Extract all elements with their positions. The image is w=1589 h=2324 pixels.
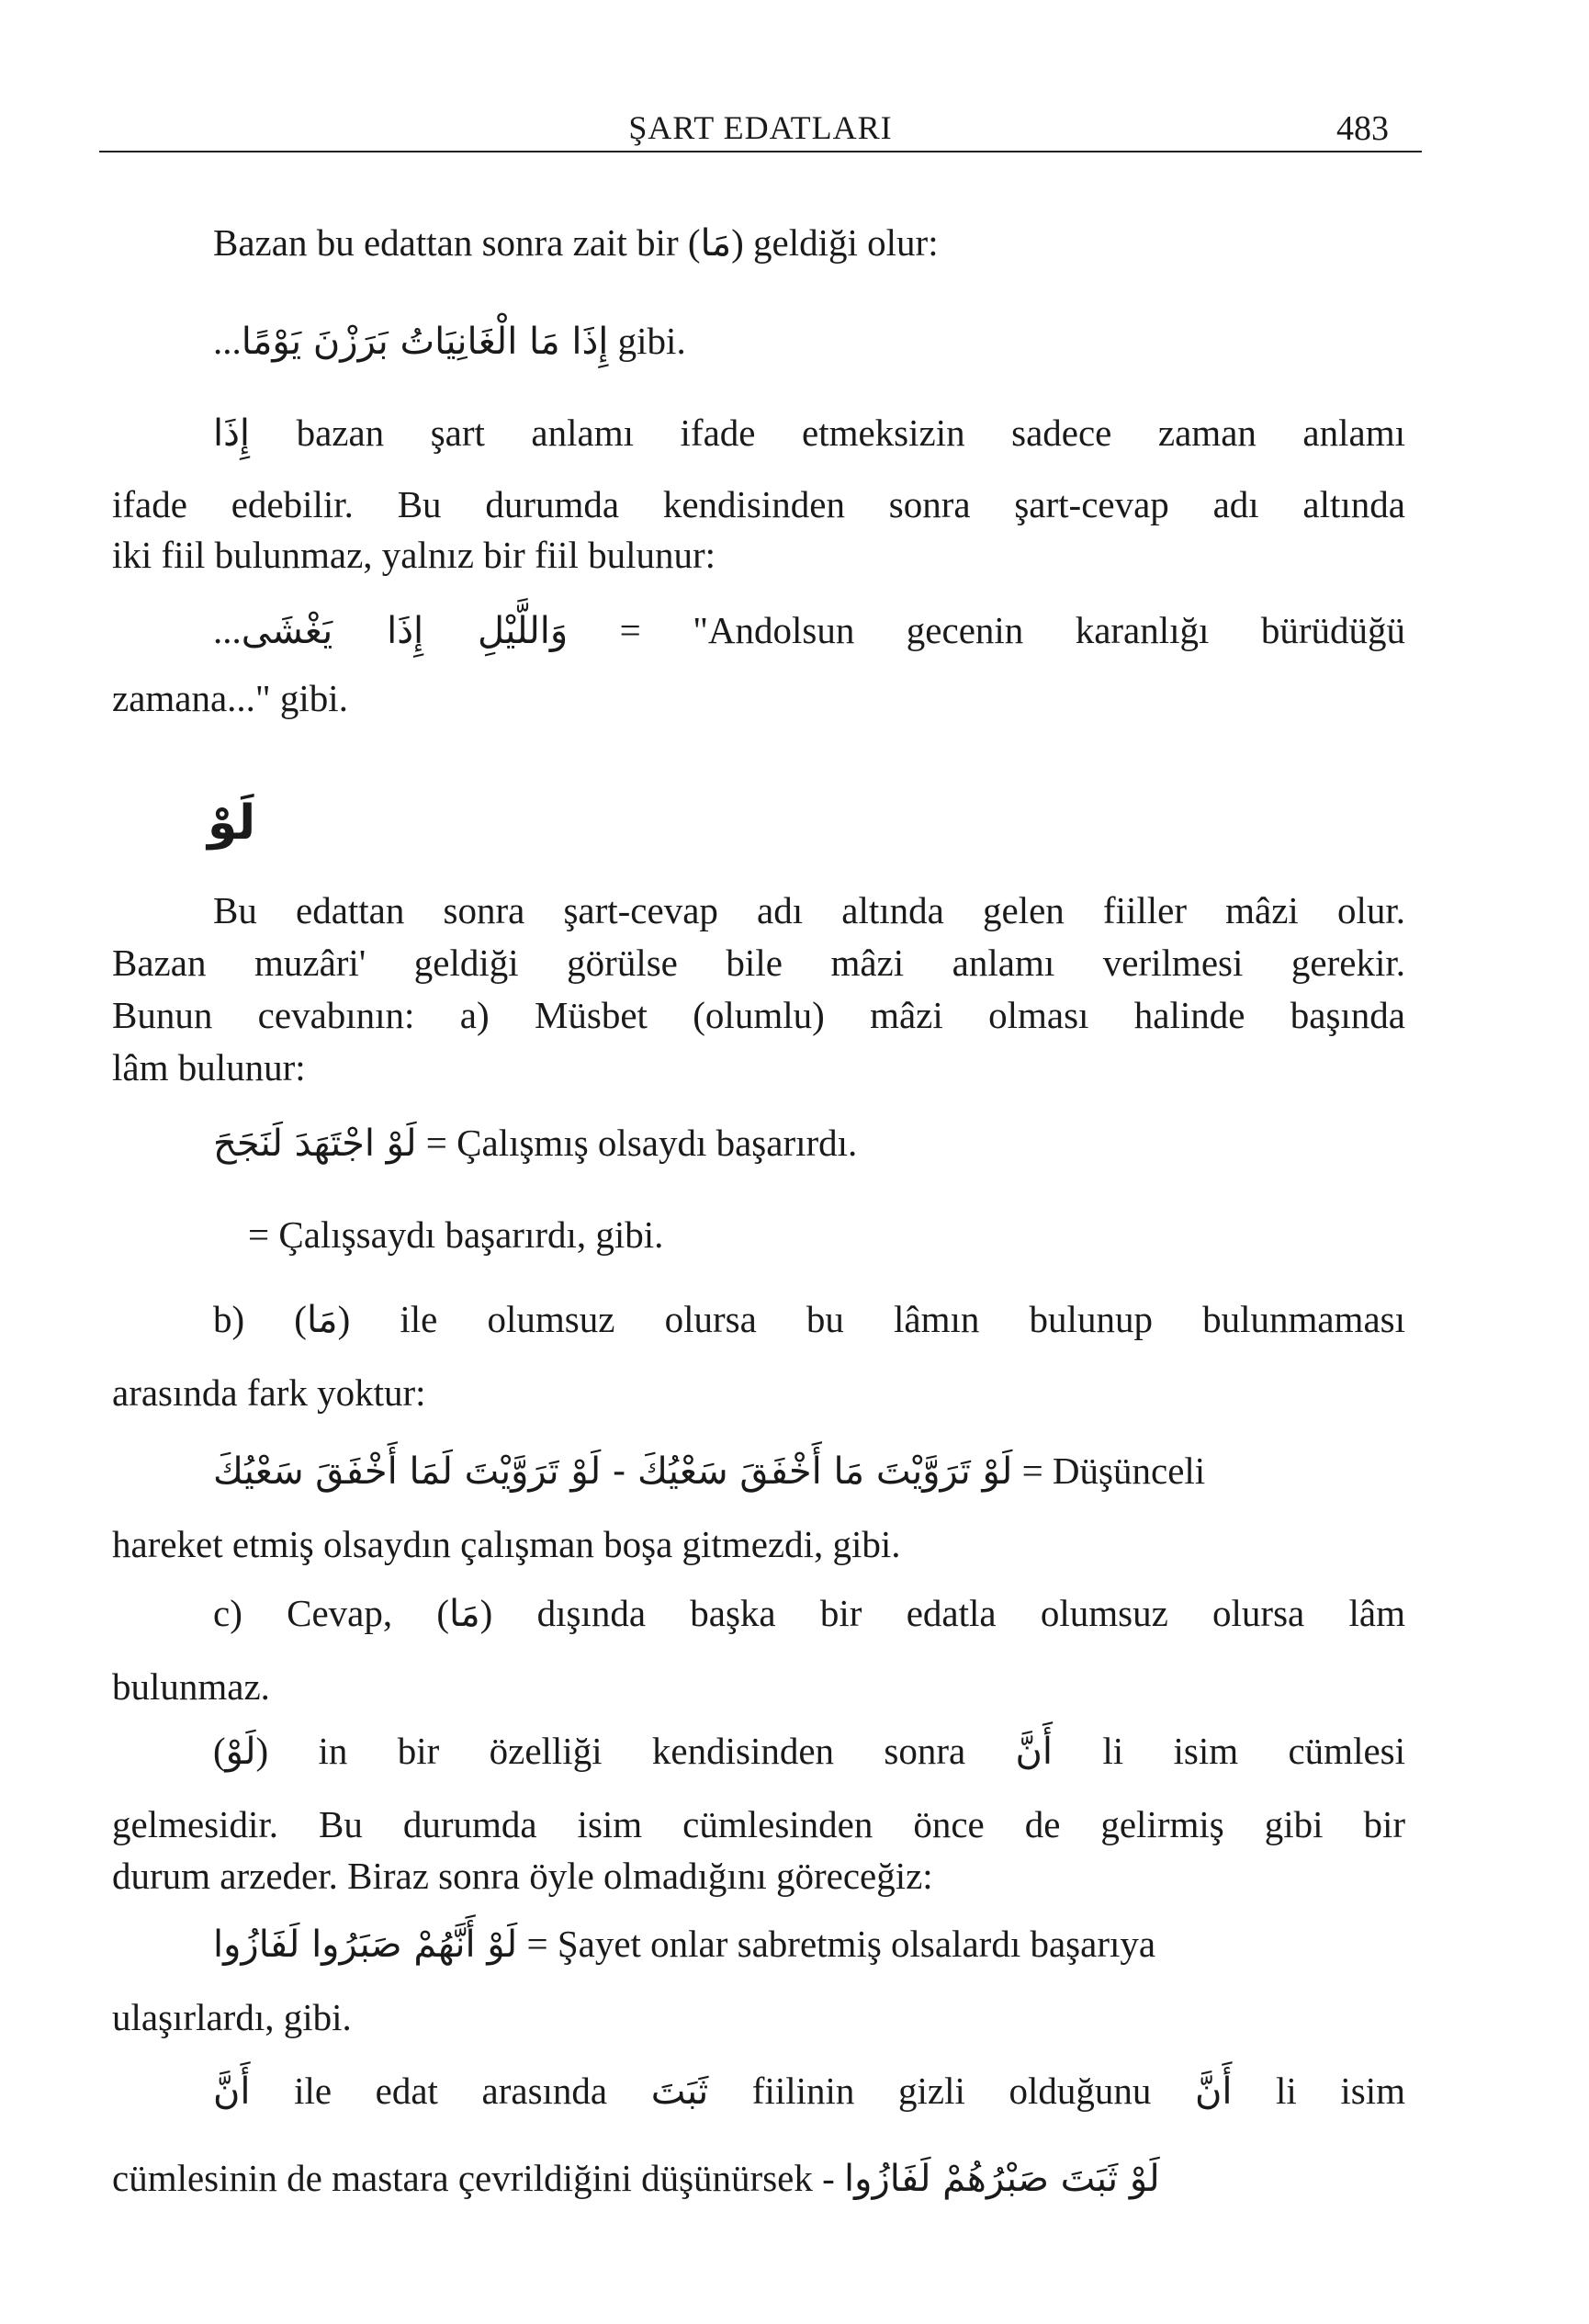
arabic-example: لَوْ اجْتَهَدَ لَنَجَحَ (213, 1123, 417, 1165)
arabic-example: لَوْ ثَبَتَ صَبْرُهُمْ لَفَازُوا (844, 2158, 1160, 2200)
arabic-word: مَا (700, 222, 732, 265)
text: ile edat arasında (294, 2070, 608, 2112)
arabic-word: أَنَّ (213, 2070, 251, 2113)
arabic-word: لَوْ (225, 1731, 256, 1773)
text: cümlesinin de mastara çevrildiğini düşünürsek - (112, 2157, 845, 2199)
arabic-verse: وَاللَّيْلِ إِذَا يَغْشَى (241, 610, 569, 652)
quote-line (213, 606, 1405, 655)
arabic-word: إِذَا (213, 412, 251, 455)
paragraph-line-4: ifade edebilir. Bu durumda kendisinden sonra şart-cevap adı altında (112, 483, 1405, 525)
arabic-word: مَا (449, 1593, 480, 1635)
paragraph-line-5: iki fiil bulunmaz, yalnız bir fiil bulunur: (112, 534, 716, 576)
text: ) dışında başka bir edatla olumsuz olursa lâm (479, 1592, 1405, 1634)
section-heading (208, 795, 256, 851)
paragraph-line-9: Bazan muzâri' geldiği görülse bile mâzi anlamı verilmesi gerekir. (112, 942, 1405, 984)
text: ) ile olumsuz olursa bu lâmın bulunup bulunmaması (337, 1298, 1405, 1340)
paragraph-line-15: arasında fark yoktur: (112, 1371, 426, 1414)
text: gibi. (608, 320, 686, 362)
ellipsis: ... (213, 320, 242, 362)
equals: = (568, 609, 693, 651)
arabic-word: ثَبَتَ (650, 2070, 709, 2113)
paragraph-line-25 (213, 2067, 1405, 2115)
text: ) in bir özelliği kendisinden sonra (255, 1730, 966, 1772)
text: = Düşünceli (1012, 1450, 1206, 1492)
text: b) ( (213, 1298, 307, 1340)
text: fiilinin gizli olduğunu (751, 2070, 1152, 2112)
arabic-word: أَنَّ (1194, 2070, 1233, 2113)
example-line (213, 1119, 857, 1168)
paragraph-line-3 (213, 409, 1405, 457)
paragraph-line-7: zamana..." gibi. (112, 677, 348, 719)
text: = Çalışmış olsaydı başarırdı. (416, 1122, 858, 1164)
page-header (99, 103, 1422, 152)
page-number: 483 (1336, 109, 1389, 148)
ellipsis: ... (213, 609, 242, 651)
paragraph-line-20 (213, 1727, 1405, 1776)
paragraph-line-1 (213, 219, 939, 267)
arabic-example: لَوْ تَرَوَّيْتَ مَا أَخْفَقَ سَعْيُكَ - لَوْ تَرَوَّيْتَ لَمَا أَخْفَقَ سَعْيُكَ (213, 1450, 1013, 1493)
text: Bazan bu edattan sonra zait bir ( (213, 221, 701, 264)
text: ) geldiği olur: (731, 221, 939, 264)
paragraph-line-22: durum arzeder. Biraz sonra öyle olmadığını göreceğiz: (112, 1855, 933, 1897)
paragraph-line-26 (112, 2154, 1160, 2203)
text: li isim cümlesi (1102, 1730, 1406, 1772)
paragraph-line-18 (213, 1589, 1405, 1638)
arabic-example: لَوْ أَنَّهُمْ صَبَرُوا لَفَازُوا (213, 1924, 518, 1966)
text: c) Cevap, ( (213, 1592, 450, 1634)
paragraph-line-8: Bu edattan sonra şart-cevap adı altında gelen fiiller mâzi olur. (213, 889, 1405, 931)
text: = Şayet onlar sabretmiş olsalardı başarıya (517, 1923, 1156, 1965)
text: ( (213, 1730, 226, 1772)
example-line (213, 1920, 1155, 1969)
paragraph-line-17: hareket etmiş olsaydın çalışman boşa gitmezdi, gibi. (112, 1523, 901, 1565)
paragraph-line-19: bulunmaz. (112, 1665, 270, 1708)
paragraph-line-14 (213, 1295, 1405, 1344)
paragraph-line-13: = Çalışsaydı başarırdı, gibi. (248, 1213, 664, 1256)
paragraph-line-10: Bunun cevabının: a) Müsbet (olumlu) mâzi olması halinde başında (112, 994, 1405, 1036)
arabic-word: مَا (306, 1299, 338, 1341)
arabic-word: أَنَّ (1015, 1731, 1054, 1773)
arabic-example: إِذَا مَا الْغَانِيَاتُ بَرَزْنَ يَوْمًا (241, 321, 609, 363)
example-line (213, 1447, 1205, 1495)
paragraph-line-11: lâm bulunur: (112, 1046, 306, 1089)
text: li isim (1276, 2070, 1406, 2112)
arabic-example-line (213, 317, 686, 366)
paragraph-line-24: ulaşırlardı, gibi. (112, 1996, 352, 2038)
paragraph-line-21: gelmesidir. Bu durumda isim cümlesinden önce de gelirmiş gibi bir (112, 1803, 1405, 1845)
arabic-heading: لَوْ (208, 795, 256, 851)
text: "Andolsun gecenin karanlığı bürüdüğü (693, 609, 1405, 651)
running-title: ŞART EDATLARI (628, 109, 893, 146)
text: bazan şart anlamı ifade etmeksizin sadece zaman anlamı (296, 412, 1405, 454)
